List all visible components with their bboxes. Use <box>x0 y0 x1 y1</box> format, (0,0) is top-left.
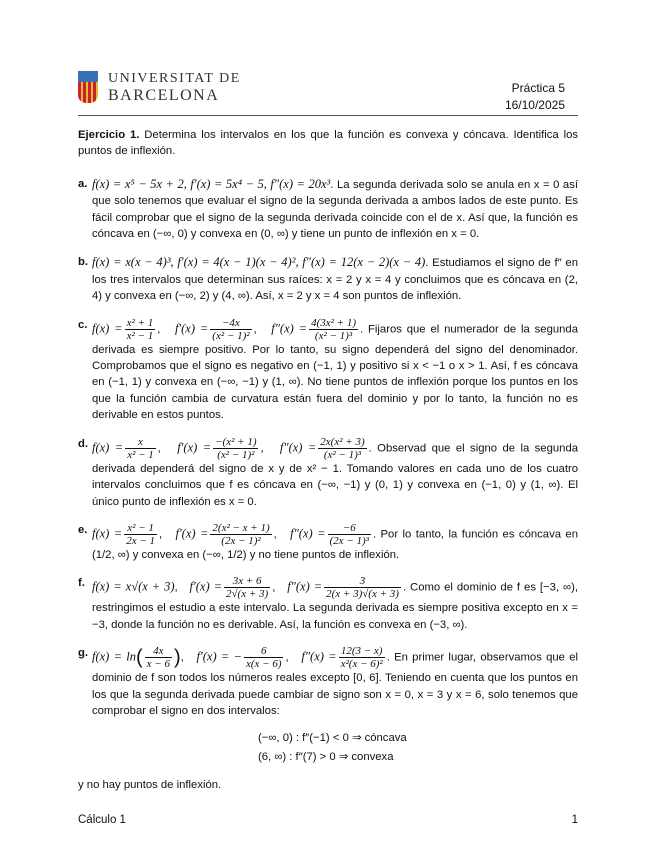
case-line: (−∞, 0) : f″(−1) < 0 ⇒ cóncava <box>258 732 407 745</box>
item-e: e. f(x) = $\frac{\text{x² − 1}}{2x - 1}$ , f′(x) = $\frac{\text{2(x² − x + 1)}}{\text{(2x − 1)²}}$ , f″(x) = $\frac{-6}{\text{(2x − 1)³}}$ . Por lo tanto, la función es cóncava en (1/2, ∞) y convexa en (−∞, 1/2) y no tiene puntos de inflexión. <box>78 522 578 563</box>
item-c: c. f(x) = $\frac{\text{x² + 1}}{\text{x² − 1}}$ , f′(x) = $\frac{-4x}{\text{(x² − 1)²}}$ , f″(x) = $\frac{\text{4(3x² + 1)}}{\text{(x² − 1)³}}$ . Fijaros que el numerador de la segunda derivada es siempre positivo. Por lo tanto, su signo dependerá del signo del denominador. Comprobamos que el signo es negativo en (−1, 1) y positivo si x < −1 o x > 1. Así, f es cóncava en (−1, 1) y convexa en (−∞, −1) y (1, ∞). No tiene puntos de inflexión porque los puntos en los que la función cambia de curvatura están fuera del dominio y por lo tanto, la función no es derivable en estos puntos. <box>78 317 578 424</box>
fraction: $\frac{4x}{x - 6}$ <box>146 645 170 671</box>
fraction: $\frac{12(3 - x)}{\text{x²(x − 6)²}}$ <box>340 645 383 671</box>
date: 16/10/2025 <box>504 98 565 112</box>
fraction: $\frac{\text{2x(x² + 3)}}{\text{(x² − 1)³}}$ <box>320 435 365 461</box>
exercise-text: Determina los intervalos en los que la función es convexa y cóncava. Identifica los puntos de inflexión. <box>78 129 579 158</box>
university-name-line2: BARCELONA <box>108 87 220 104</box>
item-text: . Fijaros que el numerador de la segunda derivada es siempre positivo. Por lo tanto, su signo dependerá del signo del denominador. Comprobamos que el signo es negativo en (−1, 1) y positivo si x < −1 o x > 1. Así, f es cóncava en (−1, 1) y convexa en (−∞, −1) y (1, ∞). No tiene puntos de inflexión porque los puntos en los que la función cambia de curvatura están fuera del dominio y por lo tanto, la función no es derivable en estos puntos. <box>92 323 578 422</box>
item-a <box>78 176 578 243</box>
formulas: f(x) = x⁵ − 5x + 2, f′(x) = 5x⁴ − 5, f″(x) = 20x³ <box>92 176 331 191</box>
fraction: $\frac{3}{2(x + 3)√(x + 3)}$ <box>326 575 399 601</box>
item-label: b. <box>78 256 89 269</box>
university-logo <box>78 70 241 104</box>
fraction: $\frac{6}{x(x - 6)}$ <box>245 645 282 671</box>
item-label: a. <box>78 177 88 190</box>
item-text: . Por lo tanto, la función es cóncava en (1/2, ∞) y convexa en (−∞, 1/2) y no tiene puntos de inflexión. <box>92 528 578 561</box>
fraction: $\frac{\text{−(x² + 1)}}{\text{(x² − 1)²}}$ <box>215 435 257 461</box>
footer-course: Cálculo 1 <box>78 814 126 826</box>
item-label: e. <box>78 523 88 536</box>
fraction: $\frac{-6}{\text{(2x − 1)³}}$ <box>329 521 369 547</box>
fraction: $\frac{\text{4(3x² + 1)}}{\text{(x² − 1)³}}$ <box>311 316 356 342</box>
fraction: $\frac{\text{x² − 1}}{2x - 1}$ <box>126 521 156 547</box>
item-label: g. <box>78 647 89 660</box>
fraction: $\frac{x}{\text{x² − 1}}$ <box>127 435 154 461</box>
exercise-statement <box>78 127 578 160</box>
item-label: f. <box>78 577 85 590</box>
cases <box>258 729 578 767</box>
fraction: $\frac{-4x}{\text{(x² − 1)²}}$ <box>212 316 250 342</box>
fraction: $\frac{3x + 6}{2√(x + 3)}$ <box>226 575 269 601</box>
university-name-line1: UNIVERSITAT DE <box>108 71 241 86</box>
item-text: . La segunda derivada solo se anula en x = 0 así que solo tenemos que evaluar el signo de la segunda derivada a ambos lados de este punto. Es fácil comprobar que el signo de la segunda derivada coincide con el de x. Así que, la función es cóncava en (−∞, 0) y convexa en (0, ∞) y tiene un punto de inflexión en x = 0. <box>92 178 578 241</box>
university-shield-icon <box>78 71 98 103</box>
item-b <box>78 254 578 304</box>
exercise-title: Ejercicio 1. <box>78 129 140 141</box>
item-f: f. f(x) = x√(x + 3), f′(x) = $\frac{3x + 6}{2√(x + 3)}$ , f″(x) = $\frac{3}{2(x + 3)√(x + 3)}$ . Como el dominio de f es [−3, ∞), restringimos el estudio a este intervalo. La segunda derivada es siempre positiva excepto en x = −3, donde la función no es derivable. Así, la función es convexa en (−3, ∞). <box>78 575 578 633</box>
item-d: d. f(x) = $\frac{x}{\text{x² − 1}}$ , f′(x) = $\frac{\text{−(x² + 1)}}{\text{(x² − 1)²}}$ , f″(x) = $\frac{\text{2x(x² + 3)}}{\text{(x² − 1)³}}$ . Observad que el signo de la segunda derivada dependerá del signo de x y de x² − 1. Tomando valores en cada uno de los cuatro intervalos concluimos que f es cóncava en (−∞, −1) y (0, 1) y convexa en (−1, 0) y (1, ∞). El único punto de inflexión es x = 0. <box>78 436 578 510</box>
case-line: (6, ∞) : f″(7) > 0 ⇒ convexa <box>258 751 394 764</box>
closing-text: y no hay puntos de inflexión. <box>78 779 222 792</box>
item-text: . Observad que el signo de la segunda derivada dependerá del signo de x y de x² − 1. Tomando valores en cada uno de los cuatro intervalos concluimos que f es cóncava en (−∞, −1) y (0, 1) y convexa en (−1, 0) y (1, ∞). El único punto de inflexión es x = 0. <box>92 442 579 508</box>
formula: x√(x + 3) <box>125 579 175 594</box>
fraction: $\frac{\text{2(x² − x + 1)}}{\text{(2x − 1)²}}$ <box>212 521 270 547</box>
item-g: g. f(x) = ln( $\frac{4x}{x - 6}$ ), f′(x) = − $\frac{6}{x(x - 6)}$ , f″(x) = $\frac{12(3 - x)}{\text{x²(x − 6)²}}$ . En primer lugar, observamos que el dominio de f son todos los números reales excepto [0, 6]. Teniendo en cuenta que los puntos en los que la segunda derivada puede cambiar de signo son x = 0, x = 3 y x = 6, solo tenemos que comprobar el signo en dos intervalos: (−∞, 0) : f″(−1) < 0 ⇒ cóncava (6, ∞) : f″(7) > 0 ⇒ convexa y no hay puntos de inflexión. <box>78 645 578 794</box>
page-number: 1 <box>571 814 578 826</box>
fraction: $\frac{\text{x² + 1}}{\text{x² − 1}}$ <box>126 316 154 342</box>
item-text: . Como el dominio de f es [−3, ∞), restringimos el estudio a este intervalo. La segunda derivada es siempre positiva excepto en x = −3, donde la función no es derivable. Así, la función es convexa en (−3, ∞). <box>92 581 578 631</box>
item-label: c. <box>78 318 88 331</box>
item-text: . En primer lugar, observamos que el dominio de f son todos los números reales excepto [0, 6]. Teniendo en cuenta que los puntos en los que la segunda derivada puede cambiar de signo son x = 0, x = 3 y x = 6, solo tenemos que comprobar el signo en dos intervalos: <box>92 651 578 717</box>
formulas: f(x) = x(x − 4)³, f′(x) = 4(x − 1)(x − 4)², f″(x) = 12(x − 2)(x − 4) <box>92 255 426 270</box>
item-text: . Estudiamos el signo de f″ en los tres intervalos que determinan sus raíces: x = 2 y x = 4 y concluimos que es cóncava en (2, 4) y convexa en (−∞, 2) y (4, ∞). Así, x = 2 y x = 4 son puntos de inflexión. <box>92 257 578 303</box>
item-label: d. <box>78 437 89 450</box>
practice-title: Práctica 5 <box>511 81 565 95</box>
header-rule <box>78 115 578 116</box>
